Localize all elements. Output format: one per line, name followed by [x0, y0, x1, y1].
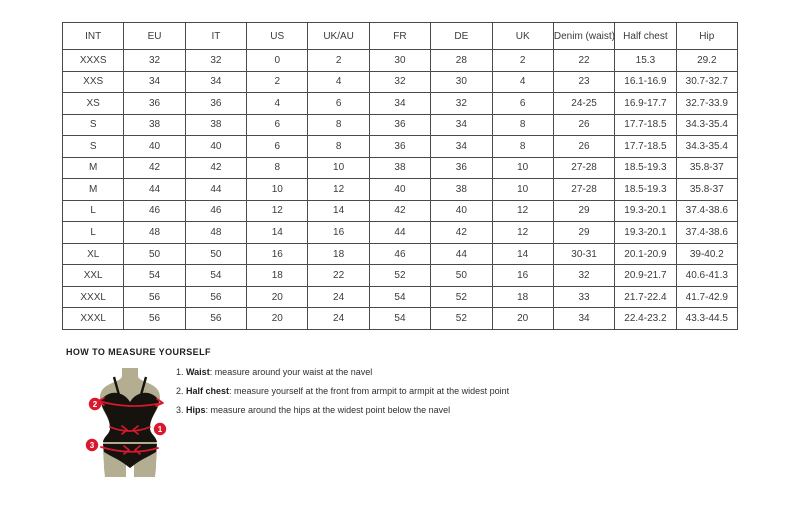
table-cell: 48	[124, 222, 185, 244]
table-cell: 10	[492, 157, 553, 179]
table-cell: 34	[124, 71, 185, 93]
table-row	[63, 200, 738, 222]
table-cell: XXXS	[63, 50, 124, 72]
table-cell: 54	[369, 286, 430, 308]
table-cell: 8	[308, 114, 369, 136]
table-cell: 26	[553, 136, 614, 158]
table-cell: 10	[247, 179, 308, 201]
table-cell: 8	[308, 136, 369, 158]
table-cell: 2	[247, 71, 308, 93]
table-row	[63, 71, 738, 93]
table-cell: 52	[369, 265, 430, 287]
table-cell: 16.9-17.7	[615, 93, 676, 115]
waist-marker-badge	[154, 423, 166, 435]
table-cell: 12	[492, 222, 553, 244]
table-cell: 40	[431, 200, 492, 222]
table-row	[63, 222, 738, 244]
table-cell: 24	[308, 308, 369, 330]
table-cell: 42	[431, 222, 492, 244]
size-conversion-table	[62, 22, 738, 330]
table-cell: 36	[124, 93, 185, 115]
table-row	[63, 50, 738, 72]
table-cell: 30-31	[553, 243, 614, 265]
table-cell: 41.7-42.9	[676, 286, 737, 308]
table-cell: 43.3-44.5	[676, 308, 737, 330]
table-cell: 36	[431, 157, 492, 179]
table-cell: 50	[431, 265, 492, 287]
table-cell: 18	[308, 243, 369, 265]
table-cell: XS	[63, 93, 124, 115]
table-cell: XXXL	[63, 308, 124, 330]
table-cell: 12	[247, 200, 308, 222]
table-cell: 44	[124, 179, 185, 201]
table-cell: 48	[185, 222, 246, 244]
table-cell: 14	[308, 200, 369, 222]
table-cell: 56	[185, 308, 246, 330]
table-cell: 6	[308, 93, 369, 115]
table-cell: 44	[431, 243, 492, 265]
table-row	[63, 243, 738, 265]
table-cell: 23	[553, 71, 614, 93]
table-cell: 42	[124, 157, 185, 179]
table-cell: 2	[308, 50, 369, 72]
table-cell: 34.3-35.4	[676, 114, 737, 136]
table-cell: 29	[553, 200, 614, 222]
table-cell: 22	[308, 265, 369, 287]
table-cell: 19.3-20.1	[615, 222, 676, 244]
chest-marker-number: 2	[92, 400, 98, 409]
measure-step: 3. Hips: measure around the hips at the widest point below the navel	[176, 405, 451, 415]
size-table-head	[63, 23, 738, 50]
table-cell: 10	[308, 157, 369, 179]
table-cell: 29.2	[676, 50, 737, 72]
table-cell: 54	[124, 265, 185, 287]
column-header: Half chest	[615, 23, 676, 50]
table-cell: 14	[247, 222, 308, 244]
table-cell: 36	[369, 114, 430, 136]
table-cell: 24-25	[553, 93, 614, 115]
table-cell: 4	[308, 71, 369, 93]
table-cell: 10	[492, 179, 553, 201]
table-cell: 15.3	[615, 50, 676, 72]
table-cell: 6	[247, 136, 308, 158]
column-header: UK/AU	[308, 23, 369, 50]
table-cell: 6	[492, 93, 553, 115]
table-cell: 21.7-22.4	[615, 286, 676, 308]
table-cell: 34	[431, 136, 492, 158]
table-cell: 14	[492, 243, 553, 265]
chest-marker-badge	[89, 398, 101, 410]
size-table-body	[63, 50, 738, 330]
table-cell: 17.7-18.5	[615, 114, 676, 136]
table-cell: 40	[185, 136, 246, 158]
table-cell: 32	[185, 50, 246, 72]
table-cell: 8	[492, 136, 553, 158]
table-cell: 46	[185, 200, 246, 222]
table-cell: 56	[124, 286, 185, 308]
table-cell: 35.8-37	[676, 157, 737, 179]
table-cell: 34	[369, 93, 430, 115]
table-cell: 36	[369, 136, 430, 158]
table-cell: 18.5-19.3	[615, 157, 676, 179]
table-cell: 35.8-37	[676, 179, 737, 201]
table-row	[63, 179, 738, 201]
table-cell: 16	[492, 265, 553, 287]
measure-step: 1. Waist: measure around your waist at the navel	[176, 367, 373, 377]
table-cell: 32	[369, 71, 430, 93]
waist-marker-number: 1	[157, 425, 163, 434]
table-cell: 22.4-23.2	[615, 308, 676, 330]
table-cell: 22	[553, 50, 614, 72]
column-header: FR	[369, 23, 430, 50]
table-cell: 38	[369, 157, 430, 179]
table-cell: 27-28	[553, 179, 614, 201]
table-cell: 27-28	[553, 157, 614, 179]
table-cell: 38	[431, 179, 492, 201]
table-cell: 18.5-19.3	[615, 179, 676, 201]
table-cell: S	[63, 114, 124, 136]
table-cell: M	[63, 179, 124, 201]
table-cell: 18	[247, 265, 308, 287]
column-header: INT	[63, 23, 124, 50]
table-cell: 8	[492, 114, 553, 136]
table-cell: 32	[124, 50, 185, 72]
table-cell: L	[63, 200, 124, 222]
table-cell: 20.1-20.9	[615, 243, 676, 265]
column-header: UK	[492, 23, 553, 50]
table-row	[63, 136, 738, 158]
table-cell: 42	[369, 200, 430, 222]
table-row	[63, 265, 738, 287]
table-cell: 34	[553, 308, 614, 330]
measure-section-heading: HOW TO MEASURE YOURSELF	[66, 347, 211, 357]
column-header: Hip	[676, 23, 737, 50]
table-cell: 40	[369, 179, 430, 201]
table-cell: 17.7-18.5	[615, 136, 676, 158]
table-cell: 4	[247, 93, 308, 115]
table-cell: 6	[247, 114, 308, 136]
table-cell: 37.4-38.6	[676, 200, 737, 222]
column-header: Denim (waist)	[553, 23, 614, 50]
table-cell: 40	[124, 136, 185, 158]
table-cell: 19.3-20.1	[615, 200, 676, 222]
table-cell: 18	[492, 286, 553, 308]
table-cell: 20	[247, 286, 308, 308]
table-row	[63, 93, 738, 115]
measure-steps	[176, 366, 509, 423]
table-cell: 50	[185, 243, 246, 265]
column-header: IT	[185, 23, 246, 50]
table-cell: 30	[431, 71, 492, 93]
table-cell: 32	[431, 93, 492, 115]
table-cell: 33	[553, 286, 614, 308]
table-cell: 46	[369, 243, 430, 265]
table-cell: 37.4-38.6	[676, 222, 737, 244]
table-cell: 16	[308, 222, 369, 244]
table-cell: 56	[185, 286, 246, 308]
table-cell: XXS	[63, 71, 124, 93]
table-cell: L	[63, 222, 124, 244]
size-table-head-row	[63, 23, 738, 50]
table-cell: 40.6-41.3	[676, 265, 737, 287]
table-row	[63, 308, 738, 330]
table-cell: XL	[63, 243, 124, 265]
hips-marker-badge	[86, 439, 98, 451]
table-cell: 39-40.2	[676, 243, 737, 265]
hips-marker-number: 3	[89, 441, 95, 450]
table-cell: 34	[185, 71, 246, 93]
column-header: DE	[431, 23, 492, 50]
table-cell: XXXL	[63, 286, 124, 308]
table-cell: 44	[369, 222, 430, 244]
table-row	[63, 114, 738, 136]
table-cell: 16.1-16.9	[615, 71, 676, 93]
table-cell: 12	[308, 179, 369, 201]
table-cell: 26	[553, 114, 614, 136]
table-cell: 20.9-21.7	[615, 265, 676, 287]
table-cell: 30.7-32.7	[676, 71, 737, 93]
table-row	[63, 286, 738, 308]
table-cell: 16	[247, 243, 308, 265]
table-cell: XXL	[63, 265, 124, 287]
table-cell: 24	[308, 286, 369, 308]
table-cell: 12	[492, 200, 553, 222]
table-cell: 4	[492, 71, 553, 93]
table-cell: 44	[185, 179, 246, 201]
table-cell: 56	[124, 308, 185, 330]
table-cell: 8	[247, 157, 308, 179]
table-cell: 0	[247, 50, 308, 72]
table-cell: 20	[247, 308, 308, 330]
table-cell: S	[63, 136, 124, 158]
table-cell: 32	[553, 265, 614, 287]
measurement-figure	[84, 368, 176, 480]
table-cell: 34	[431, 114, 492, 136]
column-header: EU	[124, 23, 185, 50]
table-cell: 42	[185, 157, 246, 179]
table-cell: M	[63, 157, 124, 179]
table-cell: 29	[553, 222, 614, 244]
measure-step: 2. Half chest: measure yourself at the front from armpit to armpit at the widest point	[176, 386, 510, 396]
table-cell: 38	[124, 114, 185, 136]
table-cell: 28	[431, 50, 492, 72]
table-cell: 50	[124, 243, 185, 265]
table-cell: 36	[185, 93, 246, 115]
table-cell: 34.3-35.4	[676, 136, 737, 158]
table-cell: 38	[185, 114, 246, 136]
table-cell: 52	[431, 308, 492, 330]
table-cell: 30	[369, 50, 430, 72]
table-cell: 46	[124, 200, 185, 222]
mannequin-illustration	[84, 368, 176, 480]
table-cell: 20	[492, 308, 553, 330]
table-row	[63, 157, 738, 179]
table-cell: 54	[185, 265, 246, 287]
table-cell: 52	[431, 286, 492, 308]
table-cell: 32.7-33.9	[676, 93, 737, 115]
table-cell: 2	[492, 50, 553, 72]
table-cell: 54	[369, 308, 430, 330]
column-header: US	[247, 23, 308, 50]
